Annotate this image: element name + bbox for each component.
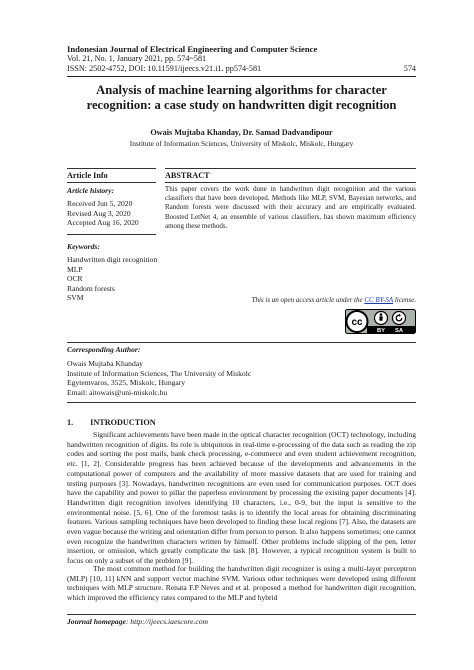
paragraph-text: The most common method for building the handwritten digit recognizer is using a multi-layer perceptron (MLP) [10, 11] kNN and support vector machine SVM. Various other techniques were developed using different techniques with MLP structure. Renata F.P Neves and et al. proposed a method for handwritten digit recognition, which improved the efficiency rates compared to the MLP and hybrid — [67, 564, 416, 603]
abstract-text — [165, 185, 416, 231]
history-accepted: Accepted Aug 16, 2020 — [67, 218, 139, 228]
corresponding-heading: Corresponding Author: — [67, 345, 141, 354]
header-rule — [67, 76, 416, 77]
abstract-paragraph: This paper covers the work done in handwritten digit recognition and the various classifiers that have been developed. Methods like MLP, SVM, Bayesian networks, and Random forests were discussed with their accuracy and are empirically evaluated. Boosted LetNet 4, an ensemble of various classifiers, has shown maximum efficiency among these methods. — [165, 185, 416, 230]
homepage-url[interactable]: : http://ijeecs.iaescore.com — [125, 617, 209, 626]
abstract-bottom-rule — [165, 182, 416, 183]
section-heading — [67, 418, 156, 428]
corresponding-email: Email: aitowais@uni-miskolc.hu — [67, 387, 168, 397]
corresponding-institute: Institute of Information Sciences, The University of Miskolc — [67, 368, 252, 378]
article-info-top-rule — [67, 168, 156, 169]
article-history-heading: Article history: — [67, 186, 115, 195]
paper-title — [60, 83, 423, 113]
volume-line: Vol. 21, No. 1, January 2021, pp. 574~581 — [67, 54, 207, 63]
person-icon — [379, 313, 382, 321]
title-line-1: Analysis of machine learning algorithms for character — [96, 83, 387, 97]
footer-rule — [67, 614, 416, 615]
section-number: 1. — [67, 418, 74, 427]
keyword: OCR — [67, 274, 83, 284]
keyword: Random forests — [67, 283, 115, 293]
history-received: Received Jun 5, 2020 — [67, 199, 133, 208]
keyword: Handwritten digit recognition — [67, 255, 158, 264]
license-statement — [165, 296, 416, 305]
cc-by-sa-badge[interactable] — [345, 309, 416, 334]
keyword: SVM — [67, 293, 84, 303]
license-suffix: license. — [393, 296, 416, 304]
journal-homepage — [67, 617, 208, 627]
keywords-rule — [67, 234, 156, 235]
by-label: BY — [376, 328, 386, 334]
article-info-heading: Article Info — [67, 171, 108, 180]
abstract-top-rule — [165, 168, 416, 169]
page-number: 574 — [403, 64, 416, 73]
license-prefix: This is an open access article under the — [251, 296, 365, 304]
corresponding-rule — [67, 342, 416, 343]
keywords-heading: Keywords: — [67, 242, 100, 251]
issn-doi-line: ISSN: 2502-4752, DOI: 10.11591/ijeecs.v21.i1. pp574-581 — [67, 64, 262, 73]
keyword: MLP — [67, 264, 83, 274]
article-info-bottom-rule — [67, 182, 156, 183]
journal-name: Indonesian Journal of Electrical Engineering and Computer Science — [67, 44, 318, 54]
sa-label: SA — [394, 328, 404, 334]
intro-paragraph-1 — [67, 430, 416, 566]
corresponding-bottom-rule — [67, 402, 416, 403]
authors: Owais Mujtaba Khanday, Dr. Samad Dadvandipour — [150, 128, 333, 137]
cc-logo-text: cc — [351, 317, 363, 328]
license-link[interactable]: CC BY-SA — [364, 296, 394, 304]
affiliation: Institute of Information Sciences, University of Miskolc, Miskolc, Hungary — [129, 139, 354, 148]
paragraph-text: Significant achievements have been made in the optical character recognition (OCT) technology, including handwritten recognition of digits. Its role is ubiquitous in real-time e-processing of the data such as reading the zip codes and sorting the post mails, bank check processing, e-commerce and even student achievement recognition, etc. [1, 2]. Considerable progress has been achieved because of the developments and advancements in the computational power of computers and the availability of more massive datasets that are used for training and testing purposes [3]. Nowadays, handwritten recognitions are even used for communication purposes. OCT does have the capability and power to pillar the paperless environment by processing the existing paper documents [4]. Handwritten digit recognition involves identifying 10 characters, i.e., 0-9, but the input is sensitive to the environmental noise. [5, 6]. One of the foremost tasks is to identify the local areas for obtaining discriminating features. Various sampling techniques have been developed to finding these local regions [7]. Also, the datasets are even vague because the writing and orientation differ from person to person. It also happens sometimes; one cannot even recognize the handwritten characters written by himself. Other problems include slipping of the pen, letter insertion, or omission, which greatly complicate the task [8]. However, a typical recognition system is built to focus on only a subset of the problem [9]. — [67, 430, 417, 566]
abstract-heading: ABSTRACT — [165, 171, 210, 180]
section-title: INTRODUCTION — [90, 418, 156, 427]
homepage-label: Journal homepage — [67, 617, 126, 626]
intro-paragraph-2 — [67, 564, 416, 603]
history-revised: Revised Aug 3, 2020 — [67, 208, 131, 218]
corresponding-name: Owais Mujtaba Khanday — [67, 359, 143, 368]
title-line-2: recognition: a case study on handwritten digit recognition — [86, 98, 397, 112]
corresponding-address: Egytemvaros, 3525, Miskolc, Hungary — [67, 378, 186, 388]
